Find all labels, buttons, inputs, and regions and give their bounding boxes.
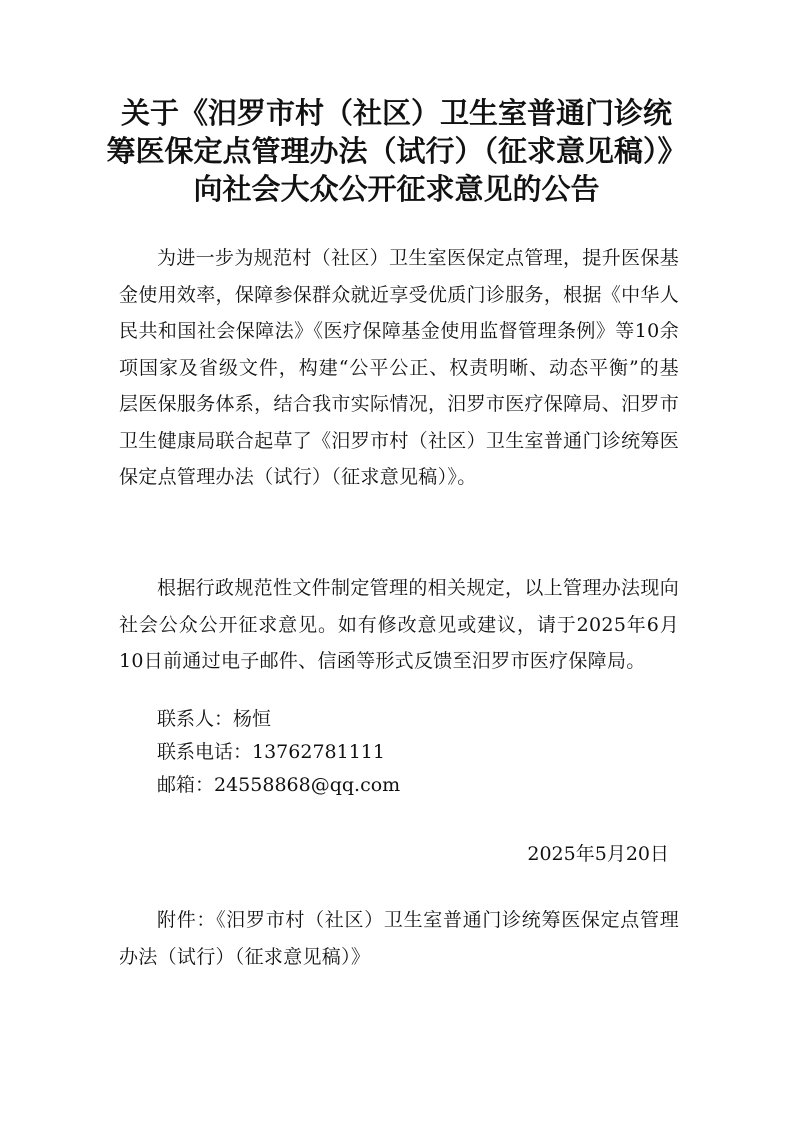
contact-email: 邮箱：24558868@qq.com <box>157 774 401 796</box>
title-line-1: 关于《汨罗市村（社区）卫生室普通门诊统 <box>120 96 672 130</box>
title-line-2: 筹医保定点管理办法（试行）（征求意见稿）》 <box>106 134 687 168</box>
body-paragraph-2-block <box>119 570 679 680</box>
contact-person: 联系人：杨恒 <box>157 708 272 730</box>
issue-date: 2025年5月20日 <box>527 843 669 865</box>
body-paragraph-2: 根据行政规范性文件制定管理的相关规定，以上管理办法现向社会公众公开征求意见。如有修改意见或建议，请于2025年6月10日前通过电子邮件、信函等形式反馈至汨罗市医疗保障局。 <box>119 577 679 672</box>
body-paragraph-1-block <box>119 240 679 496</box>
attachment-note: 附件：《汨罗市村（社区）卫生室普通门诊统筹医保定点管理办法（试行）（征求意见稿）》 <box>119 909 679 968</box>
title-line-3: 向社会大众公开征求意见的公告 <box>193 172 600 206</box>
attachment-block <box>119 902 679 975</box>
document-title <box>60 94 733 208</box>
contact-phone: 联系电话：13762781111 <box>157 741 385 763</box>
body-paragraph-1: 为进一步为规范村（社区）卫生室医保定点管理，提升医保基金使用效率，保障参保群众就近享受优质门诊服务，根据《中华人民共和国社会保障法》《医疗保障基金使用监督管理条例》等10余项国家及省级文件，构建“公平公正、权责明晰、动态平衡”的基层医保服务体系，结合我市实际情况，汨罗市医疗保障局、汨罗市卫生健康局联合起草了《汨罗市村（社区）卫生室普通门诊统筹医保定点管理办法（试行）（征求意见稿）》。 <box>119 247 679 488</box>
